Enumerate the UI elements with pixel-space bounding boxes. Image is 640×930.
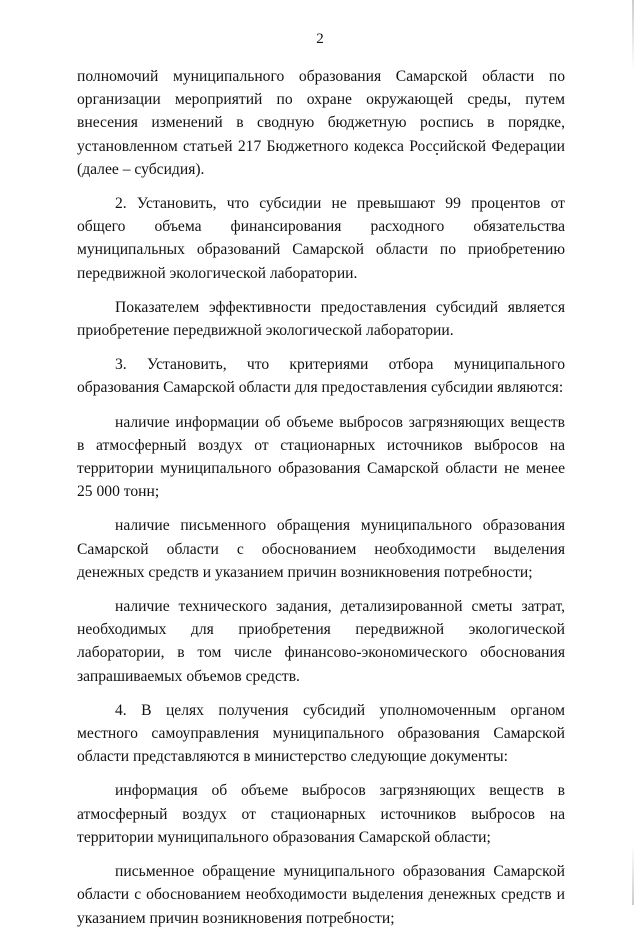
paragraph-item-3: 3. Установить, что критериями отбора муниципального образования Самарской области для предоставления субсидии являются:	[77, 356, 565, 397]
paragraph-continuation: полномочий муниципального образования Самарской области по организации мероприятий по охране окружающей среды, путем внесения изменений в сводную бюджетную роспись в порядке, установленном статьей 217 Бюджетного кодекса Российской Федерации (далее – субсидия).	[77, 68, 565, 178]
document-body	[77, 65, 565, 930]
page-number: 2	[316, 31, 324, 47]
paragraph-criterion-emissions: наличие информации об объеме выбросов загрязняющих веществ в атмосферный воздух от стационарных источников выбросов на территории муниципального образования Самарской области не менее 25 000 тонн;	[77, 413, 565, 501]
paragraph-criterion-request: наличие письменного обращения муниципального образования Самарской области с обоснованием необходимости выделения денежных средств и указанием причин возникновения потребности;	[77, 517, 565, 581]
paragraph-item-2: 2. Установить, что субсидии не превышают 99 процентов от общего объема финансирования расходного обязательства муниципальных образований Самарской области по приобретению передвижной экологической лаборатории.	[77, 195, 565, 282]
scan-edge-mark-bottom	[632, 845, 634, 905]
paragraph-item-4: 4. В целях получения субсидий уполномоченным органом местного самоуправления муниципального образования Самарской области представляются в министерство следующие документы:	[77, 701, 565, 766]
paragraph-document-request: письменное обращение муниципального образования Самарской области с обоснованием необходимости выделения денежных средств и указанием причин возникновения потребности;	[77, 863, 565, 927]
paragraph-effectiveness: Показателем эффективности предоставления субсидий является приобретение передвижной экологической лаборатории.	[77, 298, 565, 340]
paragraph-document-emissions-info: информация об объеме выбросов загрязняющих веществ в атмосферный воздух от стационарных источников выбросов на территории муниципального образования Самарской области;	[77, 782, 565, 846]
paragraph-criterion-specification: наличие технического задания, детализированной сметы затрат, необходимых для приобретения передвижной экологической лаборатории, в том числе финансово-экономического обоснования запрашиваемых объемов средств.	[77, 598, 565, 685]
